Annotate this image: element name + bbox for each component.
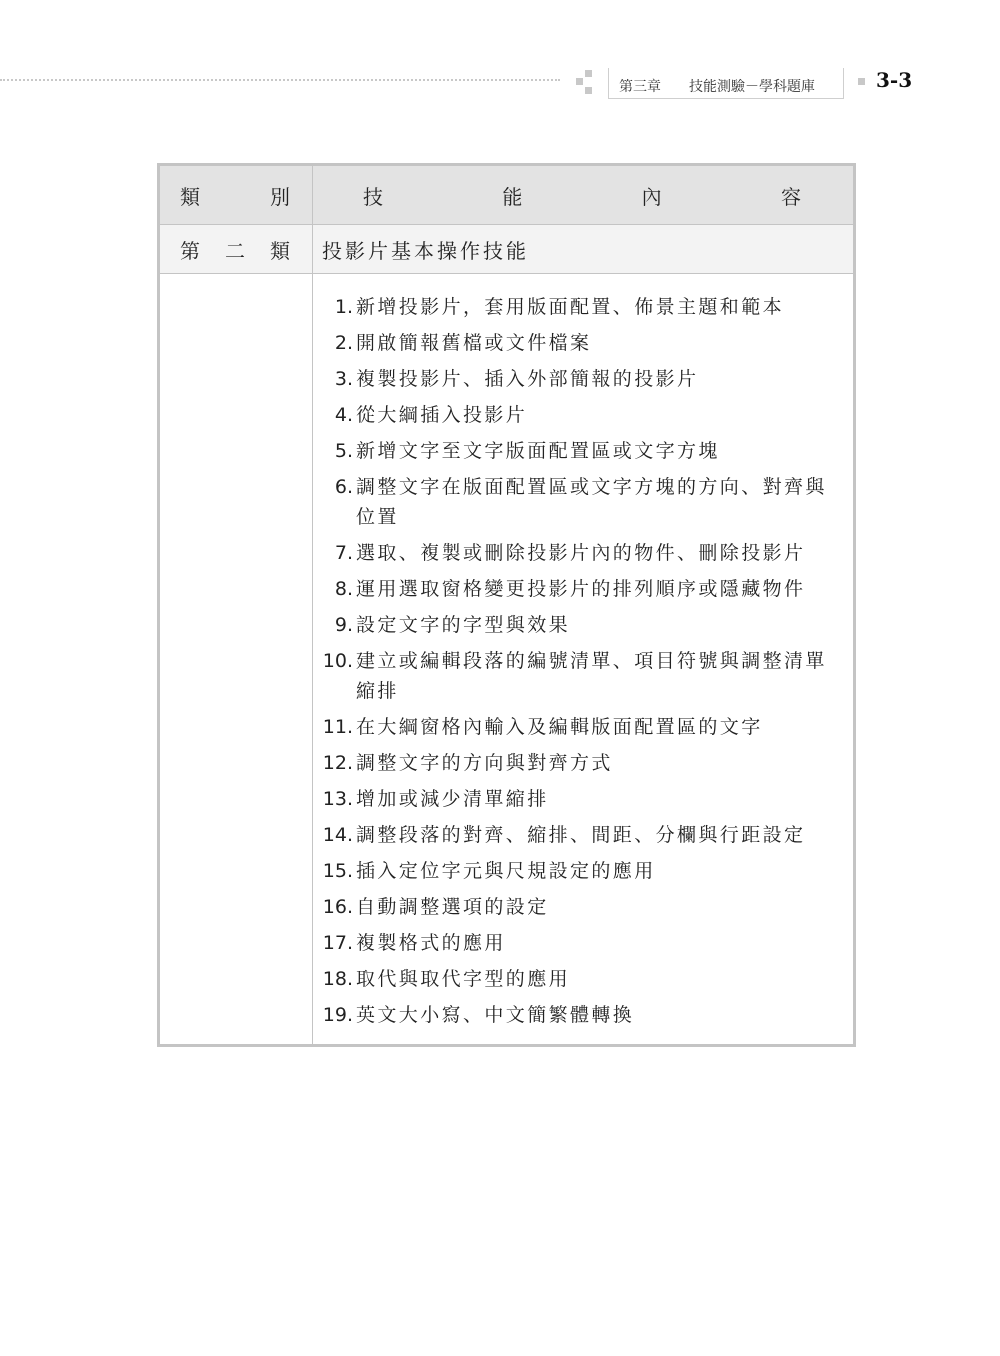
category-char: 第 (180, 238, 200, 263)
item-text: 調整文字的方向與對齊方式 (356, 752, 613, 774)
section-category (159, 225, 313, 274)
item-text: 增加或減少清單縮排 (356, 788, 549, 810)
item-number: 9. (334, 614, 353, 636)
item-text: 選取、複製或刪除投影片內的物件、刪除投影片 (356, 542, 806, 564)
list-item (313, 964, 853, 994)
category-header (159, 165, 313, 225)
header-decoration (576, 78, 583, 85)
list-item (313, 364, 853, 394)
item-text: 調整段落的對齊、縮排、間距、分欄與行距設定 (356, 824, 806, 846)
header-decoration (858, 78, 865, 85)
list-item (313, 892, 853, 922)
chapter-label: 第三章 (619, 79, 661, 95)
item-text: 新增投影片，套用版面配置、佈景主題和範本 (356, 296, 785, 318)
list-item (313, 610, 853, 640)
list-item (313, 538, 853, 568)
content-header (313, 165, 855, 225)
section-title (313, 225, 855, 274)
item-text: 英文大小寫、中文簡繁體轉換 (356, 1004, 635, 1026)
list-item (313, 748, 853, 778)
item-number: 14. (322, 824, 353, 846)
item-number: 7. (334, 542, 353, 564)
item-number: 8. (334, 578, 353, 600)
item-text: 複製格式的應用 (356, 932, 506, 954)
list-item (313, 928, 853, 958)
item-number: 2. (334, 332, 353, 354)
list-item (313, 472, 853, 532)
list-item (313, 574, 853, 604)
header-char: 別 (270, 184, 290, 209)
item-text: 取代與取代字型的應用 (356, 968, 571, 990)
table-header-row (159, 165, 855, 225)
item-number: 5. (334, 440, 353, 462)
items-row (159, 274, 855, 1046)
list-item (313, 1000, 853, 1030)
item-number: 3. (334, 368, 353, 390)
header-decoration (585, 70, 592, 77)
header-char: 內 (641, 184, 662, 209)
page-number: 3-3 (876, 68, 913, 92)
item-number: 1. (334, 296, 353, 318)
item-text: 插入定位字元與尺規設定的應用 (356, 860, 656, 882)
item-number: 16. (322, 896, 353, 918)
item-number: 11. (322, 716, 353, 738)
header-dotted-rule (0, 79, 560, 81)
list-item (313, 856, 853, 886)
header-char: 類 (180, 184, 200, 209)
item-number: 18. (322, 968, 353, 990)
section-row (159, 225, 855, 274)
item-text: 建立或編輯段落的編號清單、項目符號與調整清單縮排 (356, 650, 827, 702)
item-number: 15. (322, 860, 353, 882)
item-number: 6. (334, 476, 353, 498)
item-text: 新增文字至文字版面配置區或文字方塊 (356, 440, 720, 462)
category-char: 二 (225, 238, 245, 263)
list-item (313, 328, 853, 358)
item-number: 10. (322, 650, 353, 672)
header-char: 技 (363, 184, 383, 209)
list-item (313, 436, 853, 466)
chapter-title: 技能測驗－學科題庫 (689, 79, 815, 95)
item-text: 開啟簡報舊檔或文件檔案 (356, 332, 592, 354)
header-char: 能 (502, 184, 523, 209)
list-item (313, 712, 853, 742)
item-number: 19. (322, 1004, 353, 1026)
list-item (313, 784, 853, 814)
item-text: 在大綱窗格內輸入及編輯版面配置區的文字 (356, 716, 763, 738)
item-text: 從大綱插入投影片 (356, 404, 528, 426)
list-item (313, 400, 853, 430)
items-cell (313, 274, 855, 1046)
list-item (313, 292, 853, 322)
skill-list (313, 274, 853, 1044)
category-char: 類 (270, 238, 290, 263)
header-decoration (585, 87, 592, 94)
list-item (313, 820, 853, 850)
item-text: 調整文字在版面配置區或文字方塊的方向、對齊與位置 (356, 476, 827, 528)
item-number: 13. (322, 788, 353, 810)
item-text: 運用選取窗格變更投影片的排列順序或隱藏物件 (356, 578, 806, 600)
header-char: 容 (780, 184, 801, 209)
section-title-text: 投影片基本操作技能 (322, 238, 529, 263)
item-text: 設定文字的字型與效果 (356, 614, 571, 636)
item-number: 4. (334, 404, 353, 426)
skills-table (157, 163, 856, 1047)
empty-category-cell (159, 274, 313, 1046)
item-text: 複製投影片、插入外部簡報的投影片 (356, 368, 699, 390)
item-number: 17. (322, 932, 353, 954)
list-item (313, 646, 853, 706)
running-header (608, 68, 844, 99)
item-text: 自動調整選項的設定 (356, 896, 549, 918)
item-number: 12. (322, 752, 353, 774)
